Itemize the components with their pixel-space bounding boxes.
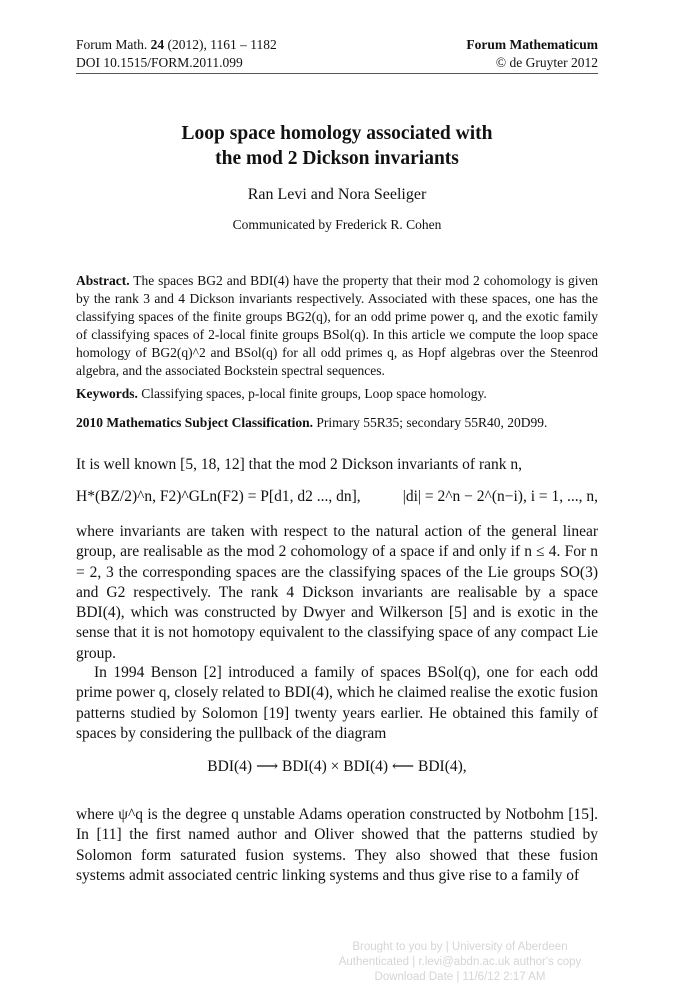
- paper-title: [0, 121, 674, 171]
- journal-block: [466, 36, 598, 72]
- equation-rhs: |di| = 2^n − 2^(n−i), i = 1, ..., n,: [402, 488, 598, 505]
- msc-text: Primary 55R35; secondary 55R40, 20D99.: [312, 415, 548, 430]
- citation-block: [76, 36, 277, 72]
- journal-name: Forum Mathematicum: [466, 37, 598, 52]
- abstract-text: The spaces BG2 and BDI(4) have the property that their mod 2 cohomology is given by the rank 3 and 4 Dickson invariants respectively. Associated with these spaces, one has the classifying spaces of the finite groups BG2(q), for an odd prime power q, and the exotic family of classifying spaces of 2-local finite groups BSol(q). In this article we compute the loop space homology of BG2(q)^2 and BSol(q) for all odd primes q, as Hopf algebras over the Steenrod algebra, and the associated Bockstein spectral sequences.: [76, 273, 598, 379]
- header-rule: [76, 73, 598, 74]
- msc-label: 2010 Mathematics Subject Classification.: [76, 415, 313, 430]
- copyright: © de Gruyter 2012: [495, 55, 598, 70]
- keywords-label: Keywords.: [76, 386, 138, 401]
- watermark-line-2: Authenticated | r.levi@abdn.ac.uk author's copy: [338, 956, 582, 968]
- keywords-text: Classifying spaces, p-local finite groups, Loop space homology.: [137, 386, 487, 401]
- paragraph-1: It is well known [5, 18, 12] that the mod 2 Dickson invariants of rank n,: [76, 456, 522, 473]
- title-line-1: Loop space homology associated with: [181, 123, 493, 144]
- equation-dickson: [76, 488, 598, 506]
- equation-lhs: H*(BZ/2)^n, F2)^GLn(F2) = P[d1, d2 ..., dn],: [76, 488, 361, 505]
- doi: DOI 10.1515/FORM.2011.099: [76, 55, 243, 70]
- keywords: [76, 386, 598, 402]
- abstract: [76, 272, 598, 381]
- abstract-label: Abstract.: [76, 273, 130, 288]
- authors: Ran Levi and Nora Seeliger: [247, 186, 427, 203]
- watermark-line-3: Download Date | 11/6/12 2:17 AM: [374, 971, 546, 983]
- equation-pullback-diagram: BDI(4) ⟶ BDI(4) × BDI(4) ⟵ BDI(4),: [207, 758, 467, 775]
- watermark-line-1: Brought to you by | University of Aberdeen: [352, 941, 568, 953]
- communicated-by: Communicated by Frederick R. Cohen: [232, 217, 442, 232]
- msc-classification: [76, 415, 598, 431]
- journal-citation: Forum Math. 24 (2012), 1161 – 1182: [76, 37, 277, 52]
- paragraph-4: where ψ^q is the degree q unstable Adams operation constructed by Notbohm [15]. In [11] the first named author and Oliver showed that the patterns studied by Solomon form saturated fusion systems. They also showed that these fusion systems admit associated centric linking systems and thus give rise to a family of: [76, 806, 598, 884]
- paragraph-2: where invariants are taken with respect to the natural action of the general linear group, are realisable as the mod 2 cohomology of a space if and only if n ≤ 4. For n = 2, 3 the corresponding spaces are the classifying spaces of the Lie groups SO(3) and G2 respectively. The rank 4 Dickson invariants are realisable by a space BDI(4), which was constructed by Dwyer and Wilkerson [5] and is exotic in the sense that it is not homotopy equivalent to the classifying space of any compact Lie group.: [76, 523, 598, 662]
- title-line-2: the mod 2 Dickson invariants: [215, 148, 459, 169]
- paragraph-3: In 1994 Benson [2] introduced a family of spaces BSol(q), one for each odd prime power q, closely related to BDI(4), which he claimed realise the exotic fusion patterns studied by Solomon [19] twenty years earlier. He obtained this family of spaces by considering the pullback of the diagram: [76, 664, 598, 742]
- download-watermark: [300, 940, 620, 985]
